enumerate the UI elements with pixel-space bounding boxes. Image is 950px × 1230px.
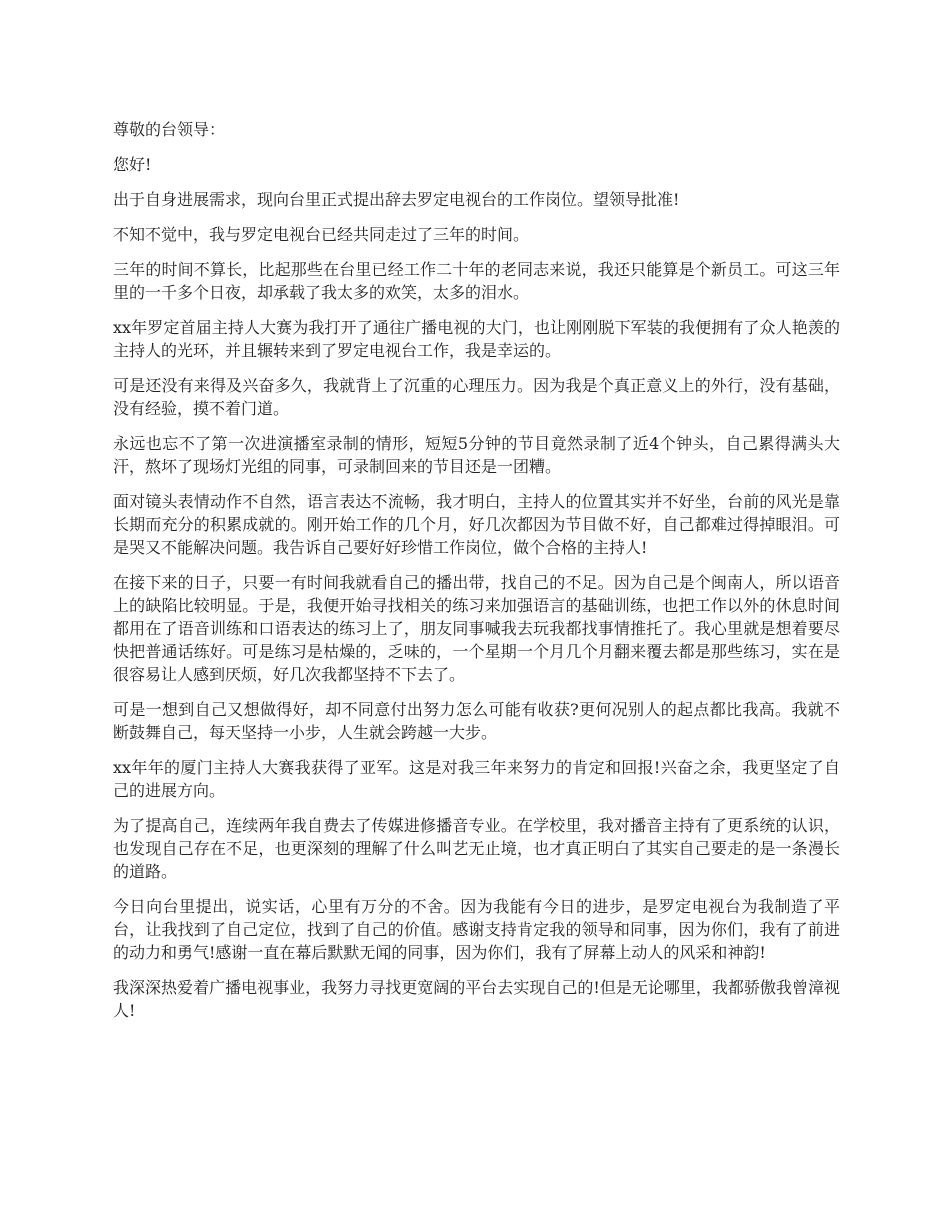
paragraph: 三年的时间不算长，比起那些在台里已经工作二十年的老同志来说，我还只能算是个新员工。可这三年里的一千多个日夜，却承载了我太多的欢笑，太多的泪水。 [113,260,840,302]
paragraph: xx年罗定首届主持人大赛为我打开了通往广播电视的大门，也让刚刚脱下军装的我便拥有了众人艳羡的主持人的光环，并且辗转来到了罗定电视台工作，我是幸运的。 [113,318,840,360]
paragraph: 永远也忘不了第一次进演播室录制的情形，短短5分钟的节目竟然录制了近4个钟头，自己累得满头大汗，熬坏了现场灯光组的同事，可录制回来的节目还是一团糟。 [113,434,840,476]
paragraph: 可是一想到自己又想做得好，却不同意付出努力怎么可能有收获?更何况别人的起点都比我高。我就不断鼓舞自己，每天坚持一小步，人生就会跨越一大步。 [113,700,840,742]
paragraph: 可是还没有来得及兴奋多久，我就背上了沉重的心理压力。因为我是个真正意义上的外行，没有基础，没有经验，摸不着门道。 [113,376,840,418]
paragraph-closing: 我深深热爱着广播电视事业，我努力寻找更宽阔的平台去实现自己的!但是无论哪里，我都骄傲我曾漳视人! [113,978,840,1020]
paragraph: 今日向台里提出，说实话，心里有万分的不舍。因为我能有今日的进步，是罗定电视台为我制造了平台，让我找到了自己定位，找到了自己的价值。感谢支持肯定我的领导和同事，因为你们，我有了前进的动力和勇气!感谢一直在幕后默默无闻的同事，因为你们，我有了屏幕上动人的风采和神韵! [113,897,840,962]
paragraph: xx年年的厦门主持人大赛我获得了亚军。这是对我三年来努力的肯定和回报!兴奋之余，我更坚定了自己的进展方向。 [113,758,840,800]
salutation: 尊敬的台领导： [113,120,226,139]
letter-body [113,118,840,1034]
paragraph: 在接下来的日子，只要一有时间我就看自己的播出带，找自己的不足。因为自己是个闽南人，所以语音上的缺陷比较明显。于是，我便开始寻找相关的练习来加强语言的基础训练，也把工作以外的休息时间都用在了语音训练和口语表达的练习上了，朋友同事喊我去玩我都找事情推托了。我心里就是想着要尽快把普通话练好。可是练习是枯燥的，乏味的，一个星期一个月几个月翻来覆去都是那些练习，实在是很容易让人感到厌烦，好几次我都坚持不下去了。 [113,573,840,684]
paragraph: 不知不觉中，我与罗定电视台已经共同走过了三年的时间。 [113,225,530,244]
greeting: 您好! [113,155,152,174]
paragraph: 为了提高自己，连续两年我自费去了传媒进修播音专业。在学校里，我对播音主持有了更系统的认识，也发现自己存在不足，也更深刻的理解了什么叫艺无止境，也才真正明白了其实自己要走的是一条漫长的道路。 [113,816,840,881]
paragraph: 面对镜头表情动作不自然，语言表达不流畅，我才明白，主持人的位置其实并不好坐，台前的风光是靠长期而充分的积累成就的。刚开始工作的几个月，好几次都因为节目做不好，自己都难过得掉眼泪。可是哭又不能解决问题。我告诉自己要好好珍惜工作岗位，做个合格的主持人! [113,492,840,557]
paragraph-resignation-request: 出于自身进展需求，现向台里正式提出辞去罗定电视台的工作岗位。望领导批准! [113,190,680,209]
